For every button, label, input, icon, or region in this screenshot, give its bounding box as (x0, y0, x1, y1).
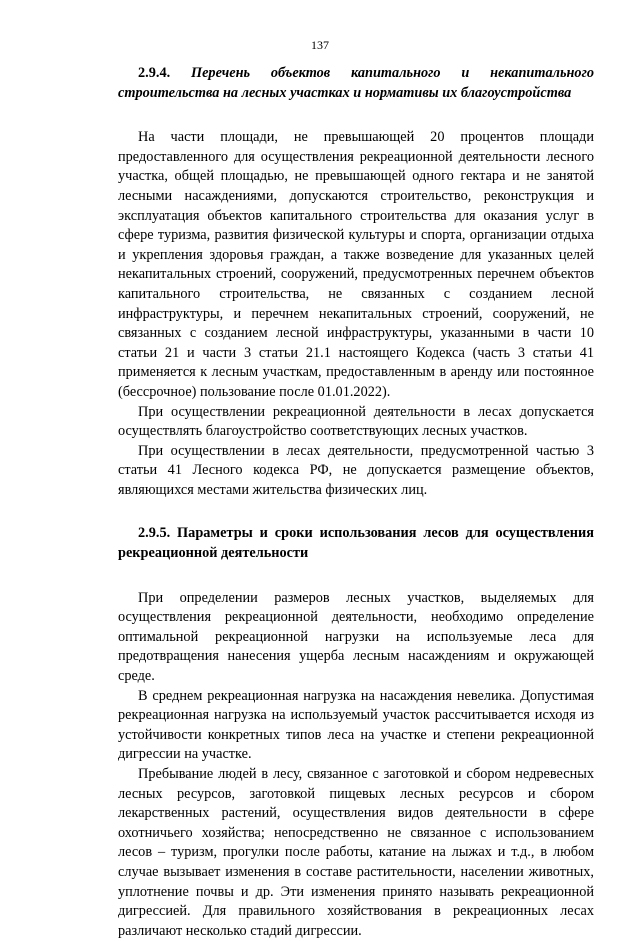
paragraph: В среднем рекреационная нагрузка на насаждения невелика. Допустимая рекреационная нагрузка на используемый участок рассчитывается исходя из устойчивости конкретных типов леса на участке и степени рекреационной дигрессии на участке. (118, 687, 594, 763)
page-number: 137 (311, 38, 329, 52)
section-number: 2.9.4. (138, 65, 171, 81)
paragraph: На части площади, не превышающей 20 процентов площади предоставленного для осуществления рекреационной деятельности лесного участка, общей площадью, не превышающей одного гектара и не занятой лесными насаждениями, допускаются строительство, реконструкция и эксплуатация объектов капитального строительства для оказания услуг в сфере туризма, развития физической культуры и спорта, организации отдыха и укрепления здоровья граждан, а также возведение для указанных целей некапитальных строений, сооружений, предусмотренных перечнем объектов капитального строительства, не связанных с созданием лесной инфраструктуры, и перечнем некапитальных строений, сооружений, не связанных с созданием лесной инфраструктуры, указанными в части 10 статьи 21 и части 3 статьи 21.1 настоящего Кодекса (часть 3 статьи 41 применяется к лесным участкам, предоставленным в аренду или постоянное (бессрочное) пользование после 01.01.2022). (118, 129, 594, 400)
paragraph: При осуществлении в лесах деятельности, предусмотренной частью 3 статьи 41 Лесного кодекса РФ, не допускается размещение объектов, являющихся местами жительства физических лиц. (118, 442, 594, 498)
section-title: Параметры и сроки использования лесов для осуществления рекреационной деятельности (118, 525, 594, 562)
paragraph: Пребывание людей в лесу, связанное с заготовкой и сбором недревесных лесных ресурсов, заготовкой пищевых лесных ресурсов и сбором лекарственных растений, осуществления видов деятельности в сфере охотничьего хозяйства; непосредственно не связанное с использованием лесов – туризм, прогулки после работы, катание на лыжах и т.д., в любом случае вызывает изменения в составе растительности, населении животных, уплотнение почвы и др. Эти изменения принято называть рекреационной дигрессией. Для правильного хозяйствования в рекреационных лесах различают несколько стадий дигрессии. (118, 766, 594, 939)
section-heading-2-9-4 (118, 64, 594, 103)
paragraph: При осуществлении рекреационной деятельности в лесах допускается осуществлять благоустройство соответствующих лесных участков. (118, 403, 594, 440)
section-heading-2-9-5 (118, 524, 594, 563)
section-title: Перечень объектов капитального и некапитального строительства на лесных участках и нормативы их благоустройства (118, 65, 594, 101)
paragraph: При определении размеров лесных участков, выделяемых для осуществления рекреационной деятельности, необходимо определение оптимальной рекреационной нагрузки на используемые леса для предотвращения нанесения ущерба лесным насаждениям и окружающей среде. (118, 589, 594, 685)
document-body (118, 64, 594, 941)
section-number: 2.9.5. (138, 525, 171, 542)
